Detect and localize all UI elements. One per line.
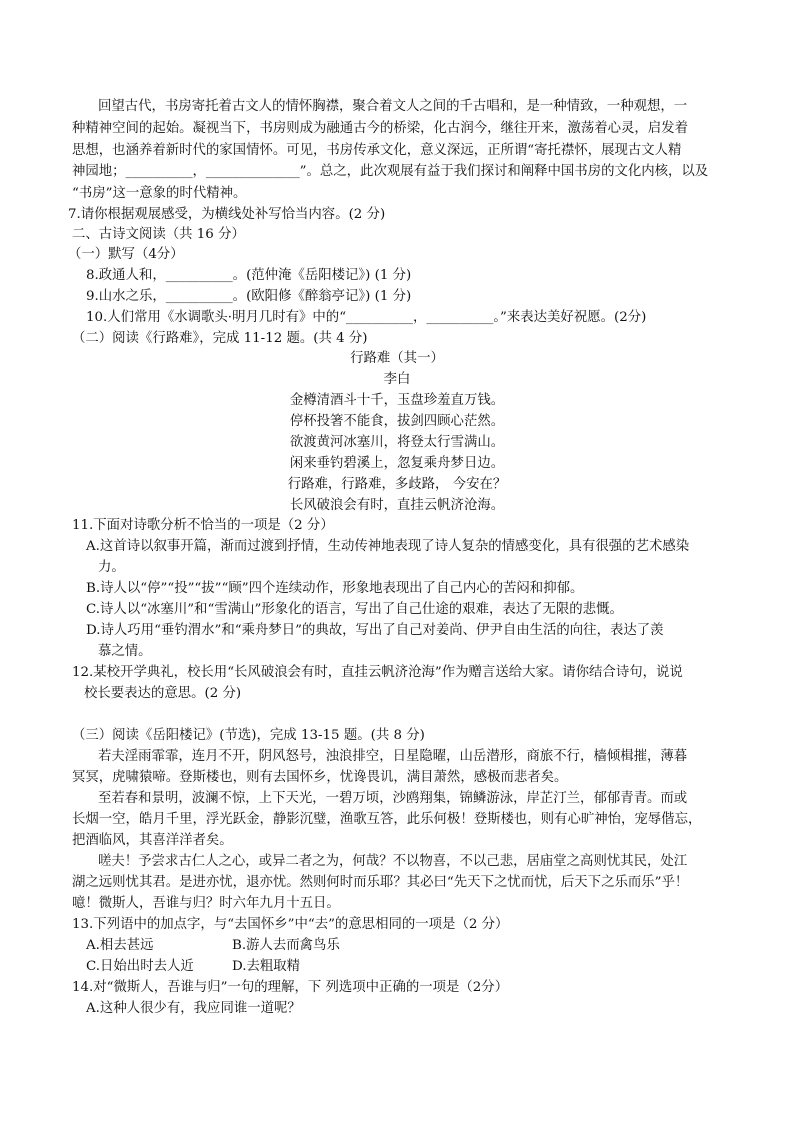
prose-line: 嗟夫！予尝求古仁人之心，或异二者之为，何哉？不以物喜，不以己悲，居庙堂之高则忧其民，处江 [98, 854, 688, 869]
question-14: 14.对“微斯人，吾谁与归”一句的理解，下 列选项中正确的一项是（2分） [72, 980, 509, 995]
section-heading: 二、古诗文阅读（共 16 分） [72, 227, 245, 242]
prose-line: 至若春和景明，波澜不惊，上下天光，一碧万顷，沙鸥翔集，锦鳞游泳，岸芷汀兰，郁郁青青。而或 [98, 791, 688, 806]
question-10: 10.人们常用《水调歌头·明月几时有》中的“__________，__________。”来表达美好祝愿。(2分) [86, 310, 647, 325]
poem-line: 停杯投箸不能食，拔剑四顾心茫然。 [289, 414, 505, 429]
passage-line: “书房”这一意象的时代精神。 [72, 186, 247, 201]
option-c: C.日始出时去人近 [86, 959, 194, 974]
poem-line: 金樽清酒斗十千，玉盘珍羞直万钱。 [289, 393, 505, 408]
prose-line: 湖之远则忧其君。是进亦忧，退亦忧。然则何时而乐耶？其必曰“先天下之忧而忧，后天下之乐而乐”乎！ [72, 875, 689, 890]
option-b: B.游人去而禽鸟乐 [232, 938, 340, 953]
poem-line: 长风破浪会有时，直挂云帆济沧海。 [289, 498, 505, 513]
passage-line: 神园地；__________，______________”。总之，此次观展有益于我们探讨和阐释中国书房的文化内核，以及 [72, 164, 709, 179]
subsection-heading: （一）默写（4分） [68, 247, 184, 262]
option-c: C.诗人以“冰塞川”和“雪满山”形象化的语言，写出了自己仕途的艰难，表达了无限的悲慨。 [86, 602, 623, 617]
question-12: 12.某校开学典礼，校长用“长风破浪会有时，直挂云帆济沧海”作为赠言送给大家。请你结合诗句，说说 [72, 665, 683, 680]
subsection-heading: （二）阅读《行路难》，完成 11-12 题。(共 4 分) [72, 331, 368, 346]
passage-line: 思想，也涵养着新时代的家国情怀。可见，书房传承文化，意义深远，正所谓“寄托襟怀，展现古文人精 [72, 143, 682, 158]
passage-line: 回望古代，书房寄托着古文人的情怀胸襟，聚合着文人之间的千古唱和，是一种情致，一种观想，一 [98, 99, 688, 114]
poem-title: 行路难（其一） [350, 351, 444, 366]
passage-line: 种精神空间的起始。凝视当下，书房则成为融通古今的桥梁，化古润今，继往开来，激荡着心灵，启发着 [72, 121, 688, 136]
prose-line: 把酒临风，其喜洋洋者矣。 [72, 833, 233, 848]
poem-line: 欲渡黄河冰塞川，将登太行雪满山。 [289, 435, 505, 450]
question-7: 7.请你根据观展感受，为横线处补写恰当内容。(2 分) [68, 207, 386, 222]
prose-line: 若夫淫雨霏霏，连月不开，阴风怒号，浊浪排空，日星隐曜，山岳潜形，商旅不行，樯倾楫摧，薄暮 [98, 749, 688, 764]
prose-line: 冥冥，虎啸猿啼。登斯楼也，则有去国怀乡，忧谗畏讥，满目萧然，感极而悲者矣。 [72, 770, 568, 785]
option-b: B.诗人以“停”“投”“拔”“顾”四个连续动作，形象地表现出了自己内心的苦闷和抑郁。 [86, 581, 584, 596]
question-13: 13.下列语中的加点字，与“去国怀乡”中“去”的意思相同的一项是（2 分） [72, 917, 509, 932]
poem-author: 李白 [383, 372, 411, 387]
question-9: 9.山水之乐，__________。(欧阳修《醉翁亭记》) (1 分) [86, 289, 412, 304]
option-d-cont: 慕之情。 [98, 644, 152, 659]
prose-line: 噫！微斯人，吾谁与归？时六年九月十五日。 [72, 896, 340, 911]
question-11: 11.下面对诗歌分析不恰当的一项是（2 分） [72, 518, 334, 533]
poem-line: 闲来垂钓碧溪上，忽复乘舟梦日边。 [289, 456, 505, 471]
option-d: D.诗人巧用“垂钓渭水”和“乘舟梦日”的典故，写出了自己对姜尚、伊尹自由生活的向往，表达了羡 [86, 623, 664, 638]
question-8: 8.政通人和，__________。(范仲淹《岳阳楼记》) (1 分) [86, 268, 412, 283]
option-a-cont: 力。 [98, 560, 125, 575]
option-a: A.这首诗以叙事开篇，渐而过渡到抒情，生动传神地表现了诗人复杂的情感变化，具有很强的艺术感染 [86, 539, 690, 554]
subsection-heading: （三）阅读《岳阳楼记》(节选)，完成 13-15 题。(共 8 分) [72, 728, 425, 743]
question-12-cont: 校长要表达的意思。(2 分) [84, 686, 242, 701]
poem-line: 行路难，行路难，多歧路， 今安在？ [287, 477, 507, 492]
option-a: A.相去甚远 [86, 938, 154, 953]
option-d: D.去粗取精 [232, 959, 301, 974]
prose-line: 长烟一空，皓月千里，浮光跃金，静影沉璧，渔歌互答，此乐何极！登斯楼也，则有心旷神怡，宠辱偕忘， [72, 812, 702, 827]
option-a: A.这种人很少有，我应同谁一道呢？ [86, 1001, 301, 1016]
